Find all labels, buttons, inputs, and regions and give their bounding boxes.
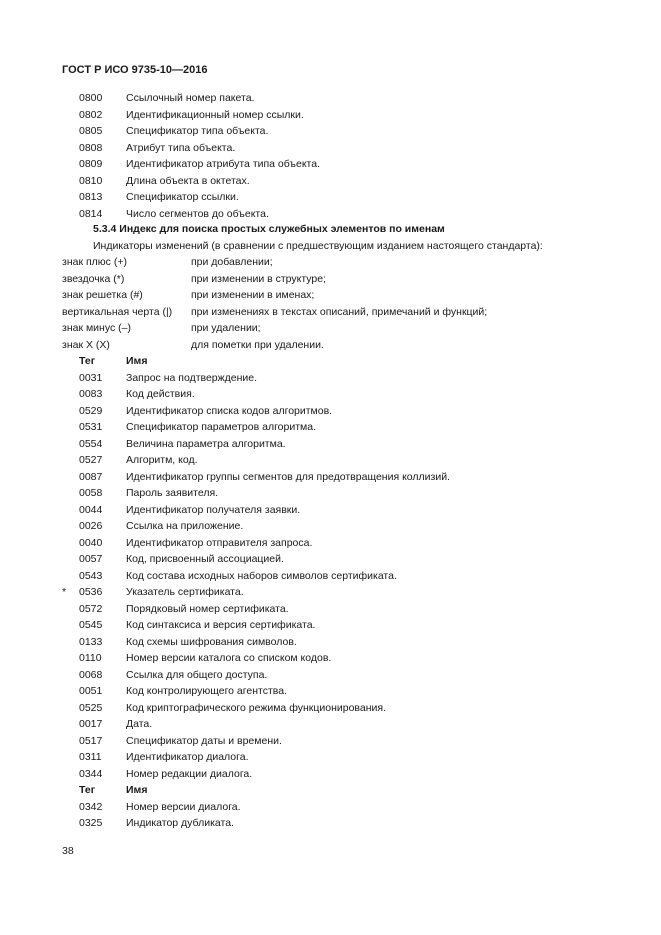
table-row xyxy=(0,438,661,455)
element-name: Код криптографического режима функционирования. xyxy=(126,701,386,714)
table-row xyxy=(0,586,661,603)
table-header xyxy=(0,355,661,372)
tag-code: 0536 xyxy=(79,586,103,598)
legend-symbol: вертикальная черта (|) xyxy=(62,305,173,318)
list-item xyxy=(0,109,661,126)
element-name: Идентификатор отправителя запроса. xyxy=(126,536,313,549)
tag-code: 0543 xyxy=(79,569,103,582)
legend-meaning: для пометки при удалении. xyxy=(191,338,324,351)
tag-code: 0057 xyxy=(79,553,103,565)
element-name: Код схемы шифрования символов. xyxy=(126,635,297,648)
page-number: 38 xyxy=(62,845,74,857)
tag-code: 0554 xyxy=(79,437,103,450)
legend-item xyxy=(0,306,661,323)
tag-code: 0814 xyxy=(79,207,103,220)
table-header xyxy=(0,784,661,801)
column-header-tag: Тег xyxy=(79,784,96,796)
table-row xyxy=(0,405,661,422)
table-row xyxy=(0,553,661,570)
element-name: Индикатор дубликата. xyxy=(126,817,234,829)
legend-item xyxy=(0,339,661,356)
tag-code: 0083 xyxy=(79,388,103,400)
legend-meaning: при изменении в структуре; xyxy=(191,272,327,285)
element-name: Спецификатор типа объекта. xyxy=(126,125,269,137)
table-row xyxy=(0,454,661,471)
table-row xyxy=(0,669,661,686)
tag-code: 0805 xyxy=(79,125,103,137)
element-name: Ссылочный номер пакета. xyxy=(126,92,255,104)
legend-symbol: знак X (X) xyxy=(62,338,110,351)
legend-symbol: звездочка (*) xyxy=(62,272,125,285)
element-name: Указатель сертификата. xyxy=(126,586,244,598)
list-item xyxy=(0,125,661,142)
element-name: Число сегментов до объекта. xyxy=(126,207,269,220)
column-header-name: Имя xyxy=(126,784,148,796)
legend-item xyxy=(0,289,661,306)
legend-meaning: при изменении в именах; xyxy=(191,289,315,301)
legend-meaning: при добавлении; xyxy=(191,256,273,268)
table-row xyxy=(0,372,661,389)
table-row xyxy=(0,702,661,719)
column-header-name: Имя xyxy=(126,355,148,367)
legend-meaning: при изменениях в текстах описаний, примечаний и функций; xyxy=(191,305,488,318)
document-header: ГОСТ Р ИСО 9735-10—2016 xyxy=(62,64,208,76)
element-name: Алгоритм, код. xyxy=(126,454,198,466)
element-name: Спецификатор даты и времени. xyxy=(126,734,282,747)
tag-code: 0110 xyxy=(79,652,102,664)
tag-code: 0068 xyxy=(79,668,103,681)
element-name: Атрибут типа объекта. xyxy=(126,141,236,154)
element-name: Код контролирующего агентства. xyxy=(126,685,287,697)
table-row xyxy=(0,619,661,636)
element-name: Код состава исходных наборов символов сертификата. xyxy=(126,569,397,582)
tag-code: 0531 xyxy=(79,421,103,433)
tag-code: 0040 xyxy=(79,536,103,549)
element-name: Ссылка для общего доступа. xyxy=(126,668,268,681)
element-name: Номер редакции диалога. xyxy=(126,767,253,780)
tag-code: 0133 xyxy=(79,635,103,648)
table-row xyxy=(0,652,661,669)
tag-code: 0545 xyxy=(79,619,103,631)
element-name: Спецификатор ссылки. xyxy=(126,191,239,203)
table-row xyxy=(0,487,661,504)
tag-code: 0342 xyxy=(79,800,103,813)
list-item xyxy=(0,175,661,192)
element-name: Порядковый номер сертификата. xyxy=(126,602,289,615)
tag-code: 0810 xyxy=(79,174,103,187)
tag-code: 0344 xyxy=(79,767,103,780)
column-header-tag: Тег xyxy=(79,355,96,367)
tag-code: 0802 xyxy=(79,108,103,121)
tag-code: 0017 xyxy=(79,718,103,730)
table-row xyxy=(0,537,661,554)
tag-code: 0572 xyxy=(79,602,103,615)
element-name: Спецификатор параметров алгоритма. xyxy=(126,421,317,433)
element-name: Идентификатор диалога. xyxy=(126,751,249,763)
table-row xyxy=(0,603,661,620)
tag-code: 0809 xyxy=(79,158,103,170)
tag-code: 0525 xyxy=(79,701,103,714)
legend-intro: Индикаторы изменений (в сравнении с предшествующим изданием настоящего стандарта): xyxy=(93,240,543,252)
tag-code: 0058 xyxy=(79,487,103,499)
legend-item xyxy=(0,256,661,273)
list-item xyxy=(0,158,661,175)
element-name: Длина объекта в октетах. xyxy=(126,174,250,187)
element-name: Величина параметра алгоритма. xyxy=(126,437,286,450)
element-name: Дата. xyxy=(126,718,153,730)
table-row xyxy=(0,636,661,653)
tag-code: 0311 xyxy=(79,751,102,763)
table-row xyxy=(0,817,661,834)
tag-code: 0087 xyxy=(79,470,103,483)
section-title: 5.3.4 Индекс для поиска простых служебных элементов по именам xyxy=(93,223,445,235)
element-name: Код действия. xyxy=(126,388,195,400)
element-name: Идентификатор получателя заявки. xyxy=(126,503,301,516)
tag-code: 0808 xyxy=(79,141,103,154)
element-name: Идентификационный номер ссылки. xyxy=(126,108,304,121)
tag-code: 0800 xyxy=(79,92,103,104)
element-name: Номер версии диалога. xyxy=(126,800,241,813)
legend-symbol: знак плюс (+) xyxy=(62,256,127,268)
table-row xyxy=(0,685,661,702)
table-row xyxy=(0,768,661,785)
tag-code: 0517 xyxy=(79,734,103,747)
table-row xyxy=(0,718,661,735)
legend-item xyxy=(0,273,661,290)
table-row xyxy=(0,520,661,537)
table-row xyxy=(0,751,661,768)
table-row xyxy=(0,570,661,587)
element-name: Номер версии каталога со списком кодов. xyxy=(126,652,332,664)
legend-symbol: знак решетка (#) xyxy=(62,289,143,301)
list-item xyxy=(0,191,661,208)
tag-code: 0527 xyxy=(79,454,103,466)
table-row xyxy=(0,421,661,438)
element-name: Идентификатор группы сегментов для предотвращения коллизий. xyxy=(126,470,450,483)
tag-code: 0325 xyxy=(79,817,103,829)
legend-meaning: при удалении; xyxy=(191,322,261,334)
tag-code: 0044 xyxy=(79,503,103,516)
legend-symbol: знак минус (–) xyxy=(62,322,131,334)
table-row xyxy=(0,735,661,752)
table-row xyxy=(0,801,661,818)
table-row xyxy=(0,388,661,405)
tag-code: 0813 xyxy=(79,191,103,203)
element-name: Пароль заявителя. xyxy=(126,487,219,499)
element-name: Ссылка на приложение. xyxy=(126,520,244,532)
table-row xyxy=(0,471,661,488)
change-indicator: * xyxy=(62,586,67,598)
legend-item xyxy=(0,322,661,339)
tag-code: 0529 xyxy=(79,404,103,417)
tag-code: 0031 xyxy=(79,371,103,384)
list-item xyxy=(0,208,661,225)
tag-code: 0026 xyxy=(79,520,103,532)
element-name: Идентификатор списка кодов алгоритмов. xyxy=(126,404,333,417)
element-name: Код, присвоенный ассоциацией. xyxy=(126,553,284,565)
table-row xyxy=(0,504,661,521)
list-item xyxy=(0,142,661,159)
element-name: Идентификатор атрибута типа объекта. xyxy=(126,158,320,170)
element-name: Запрос на подтверждение. xyxy=(126,371,258,384)
element-name: Код синтаксиса и версия сертификата. xyxy=(126,619,316,631)
tag-code: 0051 xyxy=(79,685,103,697)
list-item xyxy=(0,92,661,109)
